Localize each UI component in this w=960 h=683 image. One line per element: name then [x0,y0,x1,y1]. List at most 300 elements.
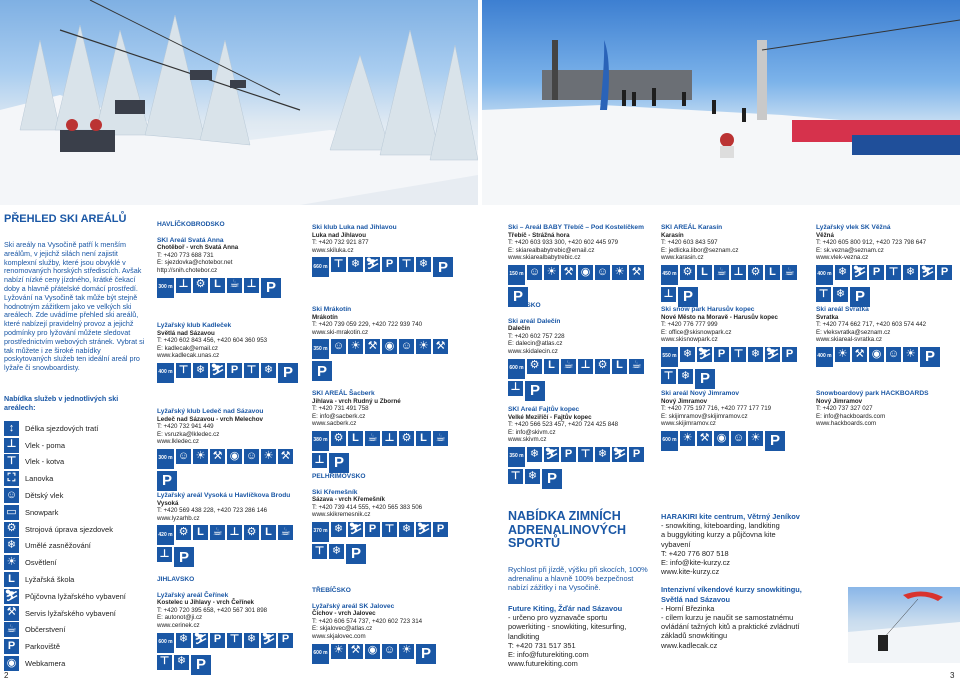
ski-area-place: Kostelec u Jihlavy - vrch Čeřínek [157,599,254,607]
service-icon: P [227,363,242,378]
ski-area-title: Lyžařský areál SK Jalovec [312,602,395,610]
service-icon: ☀ [748,431,763,446]
promo-text: Rychlost při jízdě, výšku při skocích, 100% adrenalinu a hlavně 100% bezpečnost nabízí zážitky i na Vysočině. [508,565,648,593]
ski-area-service-icons [312,431,462,473]
service-icon: ☀ [680,431,695,446]
service-icon: P [433,522,448,537]
ski-area-contact: T: +420 605 800 912, +420 723 798 647 [816,239,927,247]
legend-row [4,521,150,538]
service-icon: ⚙ [399,431,414,446]
service-icon: P [191,655,211,675]
length-icon: 380 m [312,431,329,451]
service-icon: P [525,381,545,401]
legend-row [4,622,150,639]
service-icon: P [629,447,644,462]
ski-area-service-icons [312,257,462,277]
legend-icon: ⚙ [4,522,19,537]
length-icon: 350 m [312,339,329,359]
legend-label: Snowpark [25,507,59,517]
legend-label: Půjčovna lyžařského vybavení [25,591,126,601]
service-icon: ☕ [227,278,242,293]
service-icon: ⚙ [331,431,346,446]
service-icon: ❄ [331,522,346,537]
service-icon: P [174,547,194,567]
service-icon: ☺ [176,449,191,464]
legend-row [4,504,150,521]
page-number-right: 3 [950,671,955,680]
ski-area-contact: E: info@sacberk.cz [312,412,366,420]
intensive-line: www.kadlecak.cz [661,640,718,650]
region-heading: HAVLÍČKOBRODSKO [157,221,225,228]
length-icon: 150 m [508,265,525,285]
service-icon: ⚙ [527,359,542,374]
legend-label: Vlek - kotva [25,457,65,467]
service-icon: ⊥ [731,265,746,280]
service-icon: ⚒ [561,265,576,280]
ski-area-contact: www.skidalecin.cz [508,347,558,355]
service-icon: P [714,347,729,362]
ski-area-service-icons [816,347,960,367]
service-icon: ⊥ [661,287,676,302]
service-icon: P [850,287,870,307]
service-icon: ⚒ [348,644,363,659]
harakiri-line: - snowkiting, kiteboarding, landkiting [661,521,780,531]
ski-area-service-icons [508,447,658,489]
service-icon: ⛷ [544,447,559,462]
service-icon: ☀ [331,644,346,659]
legend-icon: ▭ [4,505,19,520]
service-icon: L [544,359,559,374]
service-icon: ❄ [595,447,610,462]
intensive-line: - cílem kurzu je naučit se samostatnému ovládání tažných kitů a praktické zvládnutí základů snowkitingu [661,613,800,641]
service-icon: P [920,347,940,367]
ski-area-contact: E: skiarealbabytrebic@email.cz [508,246,595,254]
legend-row [4,538,150,555]
service-icon: ❄ [176,633,191,648]
service-icon: ⛷ [261,633,276,648]
service-icon: ❄ [174,655,189,670]
ski-lift-illustration [0,0,478,205]
ski-area-contact: www.skijimramov.cz [661,420,716,428]
ski-area-entry [157,492,307,567]
kiting-illustration [848,587,960,663]
ski-area-contact: T: +420 603 933 300, +420 602 445 979 [508,239,619,247]
legend-label: Vlek - poma [25,440,66,450]
ski-area-contact: T: +420 720 395 658, +420 567 301 898 [157,606,268,614]
ski-area-contact: www.skjalovec.com [312,632,366,640]
ski-area-entry [508,224,658,307]
ski-area-contact: T: +420 776 777 999 [661,321,718,329]
intensive-courses-lines [661,604,803,650]
ski-area-contact: www.kadlecak.unas.cz [157,352,220,360]
service-icon: P [678,287,698,307]
service-icon: P [416,644,436,664]
ski-area-contact: T: +420 602 843 456, +420 604 360 953 [157,337,268,345]
ski-area-title: Lyžařský klub Kadleček [157,322,232,329]
service-icon: ⊤ [731,347,746,362]
ski-area-contact: E: kadlecak@email.cz [157,344,218,352]
ski-area-title: Ski areál Dalečín [508,317,561,325]
legend-icon: ◉ [4,656,19,671]
ski-area-entry [816,224,960,307]
ski-area-contact: E: dalecin@atlas.cz [508,340,563,348]
legend-label: Lyžařská škola [25,575,75,585]
legend-row [4,470,150,487]
service-icon: ⛷ [612,447,627,462]
ski-area-place: Nové Město na Moravě - Harusův kopec [661,313,778,321]
service-icon: P [312,361,332,381]
legend-icon: ☺ [4,488,19,503]
service-icon: P [937,265,952,280]
ski-area-contact: T: +420 569 438 228, +420 723 286 146 [157,507,268,515]
ski-area-entry [312,224,462,277]
future-kiting-title: Future Kiting, Žďár nad Sázavou [508,604,623,613]
service-icon: ☀ [903,347,918,362]
ski-area-service-icons [157,449,307,491]
service-icon: ⊥ [312,453,327,468]
length-icon: 600 m [157,633,174,653]
ski-area-place: Věžná [816,231,834,239]
ski-area-place: Jihlava - vrch Rudný u Zborné [312,397,401,405]
service-icon: ⊤ [578,447,593,462]
service-icon: ◉ [714,431,729,446]
service-icon: ⊥ [244,278,259,293]
harakiri-title: HARAKIRI kite centrum, Větrný Jeníkov [661,512,800,521]
ski-area-place: Třebíč - Strážná hora [508,231,570,239]
service-icon: L [612,359,627,374]
service-icon: L [765,265,780,280]
service-icon: ❄ [678,369,693,384]
service-icon: ⊤ [382,522,397,537]
legend-icon: ❄ [4,538,19,553]
ski-area-contact: T: +420 773 688 731 [157,251,214,259]
length-icon: 600 m [312,644,329,664]
service-icon: ⊤ [244,363,259,378]
ski-area-service-icons [661,431,811,451]
service-icon: L [416,431,431,446]
ski-area-contact: E: office@skisnowpark.cz [661,328,732,336]
service-icon: P [508,287,528,307]
ski-area-title: Ski Křemešník [312,488,358,496]
ski-area-title: SKI AREÁL Karasín [661,224,723,231]
service-icon: ⊤ [399,257,414,272]
ski-area-place: Nový Jimramov [661,397,708,405]
region-heading: TŘEBÍČSKO [312,587,351,594]
service-icon: P [869,265,884,280]
service-icon: ❄ [833,287,848,302]
length-icon: 350 m [508,447,525,467]
legend-icon: ☕ [4,622,19,637]
length-icon: 400 m [157,363,174,383]
legend-icon: ⊤ [4,454,19,469]
ski-area-contact: T: +420 737 327 027 [816,405,873,413]
ski-area-place: Sázava - vrch Křemešník [312,496,385,504]
ski-area-contact: E: sk.vezna@seznam.cz [816,246,884,254]
ski-area-place: Karasín [661,231,684,239]
legend-icon: ⛷ [4,589,19,604]
service-icon: ⚒ [697,431,712,446]
legend-label: Občerstvení [25,625,66,635]
legend-row [4,420,150,437]
ski-area-entry [661,390,811,451]
future-kiting-lines [508,613,653,668]
service-icon: L [261,525,276,540]
service-icon: P [782,347,797,362]
legend-label: Strojová úprava sjezdovek [25,524,113,534]
service-icon: ⊤ [331,257,346,272]
service-icon: ❄ [748,347,763,362]
service-icon: ⛷ [697,347,712,362]
service-icon: ⊤ [176,363,191,378]
service-icon: ⚙ [748,265,763,280]
ski-area-service-icons [312,522,462,564]
service-icon: ☀ [193,449,208,464]
ski-area-contact: E: sjezdovka@chotebor.net [157,259,233,267]
service-icon: ☀ [399,644,414,659]
service-icon: ⊥ [157,547,172,562]
legend-icon: ☀ [4,555,19,570]
service-icon: ❄ [416,257,431,272]
ski-area-contact: T: +420 732 941 449 [157,423,214,431]
ski-area-service-icons [157,633,307,675]
ski-area-title: Lyžařský areál Vysoká u Havlíčkova Brodu [157,492,291,499]
legend-row [4,655,150,672]
ski-area-contact: www.cerinek.cz [157,621,200,629]
ski-area-entry [661,224,811,307]
legend-title: Nabídka služeb v jednotlivých ski areálech: [4,394,119,412]
legend-icon: L [4,572,19,587]
ski-area-service-icons [508,265,658,307]
service-icon: ☀ [612,265,627,280]
ski-area-place: Světlá nad Sázavou [157,329,215,337]
ski-area-entry [661,306,811,389]
legend-row [4,605,150,622]
ski-area-title: Snowboardový park HACKBOARDS [816,390,929,397]
service-icon: ⚙ [176,525,191,540]
service-icon: ☕ [365,431,380,446]
ski-area-place: Ledeč nad Sázavou - vrch Melechov [157,415,263,423]
ski-area-contact: E: autonot@ji.cz [157,614,203,622]
ski-area-contact: www.skiluka.cz [312,246,354,254]
photo-ski-slope [482,0,960,205]
ski-area-place: Číchov - vrch Jalovec [312,610,376,618]
ski-area-entry [157,221,307,298]
service-icon: ◉ [365,644,380,659]
service-icon: ◉ [578,265,593,280]
service-icon: ☕ [714,265,729,280]
service-icon: ⚒ [852,347,867,362]
intensive-courses-title: Intenzivní víkendové kurzy snowkitingu, Světlá nad Sázavou [661,585,802,604]
ski-area-contact: www.skikremesnik.cz [312,511,371,519]
harakiri-line: E: info@kite-kurzy.cz [661,558,730,568]
service-icon: ⊤ [312,544,327,559]
ski-slope-illustration [482,0,960,205]
services-legend [4,420,150,672]
service-icon: ⚒ [278,449,293,464]
ski-area-entry [157,576,307,675]
service-icon: ❄ [329,544,344,559]
promo-title: NABÍDKA ZIMNÍCH ADRENALINOVÝCH SPORTŮ [508,509,627,550]
service-icon: ☕ [210,525,225,540]
ski-area-contact: T: +420 731 491 758 [312,405,369,413]
service-icon: ⊥ [227,525,242,540]
service-icon: P [542,469,562,489]
service-icon: ⛷ [416,522,431,537]
service-icon: P [695,369,715,389]
ski-area-contact: T: +420 739 414 555, +420 565 383 506 [312,503,423,511]
service-icon: ⊤ [157,655,172,670]
service-icon: ◉ [227,449,242,464]
legend-icon: P [4,639,19,654]
service-icon: ⚒ [365,339,380,354]
future-kiting-line: E: info@futurekiting.com [508,650,589,660]
ski-area-contact: E: info@hackboards.com [816,412,886,420]
length-icon: 400 m [816,265,833,285]
service-icon: ❄ [261,363,276,378]
service-icon: ◉ [382,339,397,354]
service-icon: ☺ [331,339,346,354]
ski-area-title: Lyžařský klub Ledeč nad Sázavou [157,408,264,415]
page-title: PŘEHLED SKI AREÁLŮ [4,213,127,225]
length-icon: 300 m [157,278,174,298]
legend-label: Délka sjezdových tratí [25,423,99,433]
service-icon: ⊥ [176,278,191,293]
ski-area-contact: www.vlek-vezna.cz [816,254,869,262]
ski-area-place: Nový Jimramov [816,397,863,405]
ski-area-contact: E: jedlicka.libor@seznam.cz [661,246,739,254]
ski-area-contact: www.lyzarhb.cz [157,514,200,522]
ski-area-entry [816,306,960,367]
legend-icon: ⚒ [4,606,19,621]
legend-label: Parkoviště [25,642,61,652]
length-icon: 420 m [157,525,174,545]
ski-area-entry [312,306,462,381]
ski-area-service-icons [661,347,811,389]
service-icon: ❄ [680,347,695,362]
service-icon: P [261,278,281,298]
service-icon: ❄ [348,257,363,272]
service-icon: ⊤ [227,633,242,648]
service-icon: ⚒ [433,339,448,354]
photo-kiting [848,587,960,663]
legend-row [4,638,150,655]
ski-area-entry [508,406,658,489]
length-icon: 660 m [312,257,329,277]
kite-block [661,512,803,650]
intro-text: Ski areály na Vysočině patří k menším areálům, v jejichž silách není zajistit komplexní služby, které jsou obvyklé v renomovaných horských střediscích. Avšak nabízí nízké ceny jízdného, krátké čekací doby a hlavně přátelské domácí prostředí. Lyžování na Vysočině tak může být stejně hodnotným zážitkem jako ve velkých ski areálech. Zde uvádíme přehled ski areálů, které nabízejí pravidelný provoz a jejichž podmínky pro lyžování můžete sledovat prostřednictvím webových stránek. Vybrat si tak můžete i ze široké nabídky poskytovaných služeb ten ideální areál pro lyžaře či snowboardisty. [4,240,145,373]
service-icon: ⛷ [765,347,780,362]
ski-area-contact: E: vleksvratka@seznam.cz [816,328,891,336]
ski-area-service-icons [312,339,462,381]
ski-area-contact: T: +420 775 197 716, +420 777 177 719 [661,405,772,413]
service-icon: ❄ [527,447,542,462]
ski-area-contact: T: +420 603 843 597 [661,239,718,247]
legend-icon: ⛶ [4,471,19,486]
service-icon: ⛷ [210,363,225,378]
legend-label: Webkamera [25,659,66,669]
service-icon: ⚙ [595,359,610,374]
ski-area-contact: T: +420 566 523 457, +420 724 425 848 [508,421,619,429]
service-icon: ⊥ [382,431,397,446]
ski-area-service-icons [157,363,307,383]
service-icon: P [765,431,785,451]
service-icon: ⚒ [210,449,225,464]
service-icon: ☺ [382,644,397,659]
service-icon: ☀ [348,339,363,354]
service-icon: ☕ [782,265,797,280]
service-icon: ❄ [193,363,208,378]
service-icon: ☺ [731,431,746,446]
ski-area-place: Velké Meziříčí - Fajtův kopec [508,413,592,421]
length-icon: 600 m [508,359,525,379]
ski-area-title: Ski areál Svratka [816,306,869,313]
ski-area-contact: E: info@skivm.cz [508,428,556,436]
service-icon: ☺ [527,265,542,280]
service-icon: ☕ [629,359,644,374]
service-icon: ☕ [561,359,576,374]
ski-area-service-icons [157,525,307,567]
service-icon: L [348,431,363,446]
legend-row [4,588,150,605]
ski-area-contact: T: +420 774 662 717, +420 603 574 442 [816,321,927,329]
ski-area-contact: www.skivm.cz [508,436,547,444]
ski-area-contact: www.sacberk.cz [312,420,357,428]
ski-area-contact: www.lkledec.cz [157,438,199,446]
ski-area-title: Ski areál Nový Jimramov [661,390,740,397]
ski-area-service-icons [816,265,960,307]
future-kiting-line: www.futurekiting.com [508,659,578,669]
ski-area-place: Chotěboř - vrch Svatá Anna [157,244,239,252]
service-icon: ⊤ [816,287,831,302]
ski-area-place: Dalečín [508,325,531,333]
photo-ski-lift [0,0,478,205]
service-icon: P [382,257,397,272]
service-icon: P [365,522,380,537]
service-icon: ⊤ [886,265,901,280]
intensive-line: - Horní Březinka [661,603,715,613]
service-icon: ⊤ [508,469,523,484]
future-kiting-line: powerkiting - snowkiting, kitesurfing, landkiting [508,622,627,641]
legend-label: Osvětlení [25,558,57,568]
service-icon: ⛷ [193,633,208,648]
ski-area-contact: E: skijimramov@skijimramov.cz [661,412,748,420]
ski-area-title: SKI Areál Svatá Anna [157,236,224,244]
future-kiting-line: - určeno pro vyznavače sportu [508,613,608,623]
length-icon: 600 m [661,431,678,451]
service-icon: P [561,447,576,462]
ski-area-place: Mrákotín [312,313,338,321]
ski-area-title: Lyžařský areál Čeřínek [157,591,229,599]
service-icon: ⚒ [629,265,644,280]
legend-row [4,571,150,588]
ski-area-contact: www.skiareal-svratka.cz [816,336,883,344]
ski-area-entry [157,322,307,383]
service-icon: ⚙ [680,265,695,280]
ski-area-contact: www.skiarealbabytrebic.cz [508,254,581,262]
service-icon: ❄ [525,469,540,484]
legend-row [4,554,150,571]
service-icon: ☺ [399,339,414,354]
service-icon: ⊥ [508,381,523,396]
ski-area-title: SKI Areál Fajtův kopec [508,406,580,413]
ski-area-service-icons [508,359,658,401]
legend-icon: ↕ [4,421,19,436]
service-icon: ☀ [544,265,559,280]
ski-area-title: Ski snow park Harusův kopec [661,306,755,313]
ski-area-contact: http://snih.chotebor.cz [157,266,218,274]
legend-icon: ⊥ [4,438,19,453]
service-icon: ☀ [416,339,431,354]
